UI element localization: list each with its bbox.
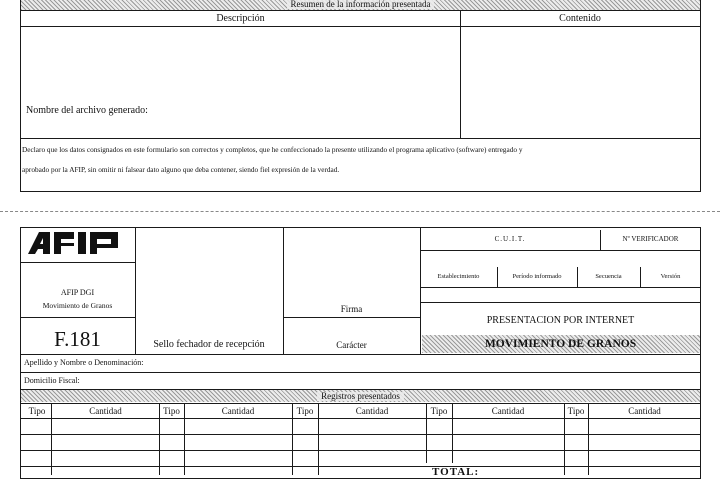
records-col-3-tipo: Tipo [296, 406, 314, 416]
records-col-5-tipo: Tipo [567, 406, 585, 416]
agency-line-1: AFIP DGI [60, 288, 95, 297]
records-col-5-cantidad: Cantidad [628, 406, 661, 416]
file-name-value[interactable] [160, 100, 456, 116]
total-label: TOTAL: [432, 466, 480, 478]
records-col-2-tipo: Tipo [163, 406, 180, 416]
signature-label: Firma [340, 304, 363, 314]
verifier-field[interactable] [601, 251, 700, 265]
cuit-label: C.U.I.T. [494, 235, 526, 243]
name-label: Apellido y Nombre o Denominación: [24, 358, 144, 367]
version-label: Versión [660, 273, 681, 280]
reception-stamp-area [137, 230, 281, 336]
period-label: Período informado [512, 273, 562, 280]
verifier-label: Nº VERIFICADOR [622, 235, 679, 243]
signature-area[interactable] [285, 230, 418, 300]
movement-title: MOVIMIENTO DE GRANOS [484, 338, 637, 350]
cut-line [0, 211, 720, 212]
establishment-label: Establecimiento [437, 273, 480, 280]
address-label: Domicilio Fiscal: [24, 376, 80, 385]
records-col-1-tipo: Tipo [28, 406, 46, 416]
name-field[interactable] [170, 356, 698, 370]
form-number: F.181 [54, 327, 101, 351]
records-col-4-tipo: Tipo [430, 406, 448, 416]
address-field[interactable] [100, 374, 698, 388]
records-col-4-cantidad: Cantidad [491, 406, 525, 416]
internet-presentation-label: PRESENTACION POR INTERNET [486, 315, 635, 326]
reception-stamp-label: Sello fechador de recepción [153, 339, 265, 350]
file-name-label: Nombre del archivo generado: [26, 105, 148, 116]
records-table-body[interactable] [21, 419, 700, 465]
content-column-header: Contenido [559, 13, 601, 24]
sequence-label: Secuencia [595, 273, 622, 280]
description-column-header: Descripción [216, 13, 265, 24]
records-col-2-cantidad: Cantidad [221, 406, 255, 416]
cuit-field[interactable] [421, 251, 599, 265]
records-col-1-cantidad: Cantidad [89, 406, 122, 416]
declaration-line-2: aprobado por la AFIP, sin omitir ni falsear dato alguno que deba contener, siendo fiel expresión de la verdad. [22, 165, 340, 174]
summary-header: Resumen de la información presentada [21, 0, 700, 9]
records-header: Registros presentados [21, 392, 700, 401]
content-value-area[interactable] [462, 28, 698, 136]
afip-logo [26, 230, 130, 256]
declaration-line-1: Declaro que los datos consignados en este formulario son correctos y completos, que he confeccionado la presente utilizando el programa aplicativo (software) entregado y [22, 145, 523, 154]
character-label: Carácter [336, 340, 367, 350]
records-col-3-cantidad: Cantidad [355, 406, 389, 416]
agency-line-2: Movimiento de Granos [42, 301, 113, 310]
